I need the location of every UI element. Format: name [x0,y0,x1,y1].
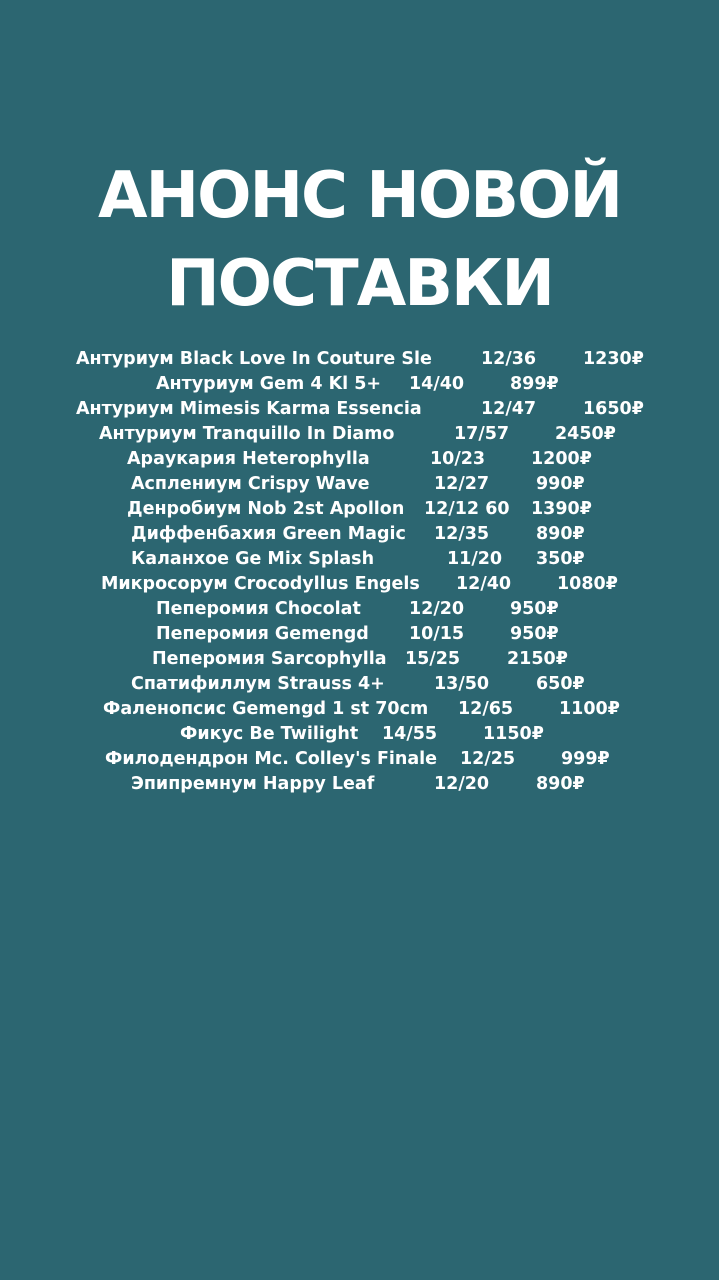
item-price: 950₽ [510,599,559,619]
item-price: 2450₽ [555,424,616,444]
item-name: Антуриум Gem 4 Kl 5+ [156,374,382,394]
item-name: Каланхое Ge Mix Splash [131,549,375,569]
list-item [0,772,719,797]
item-price: 999₽ [561,749,610,769]
list-item [0,472,719,497]
item-price: 890₽ [536,774,585,794]
item-name: Антуриум Mimesis Karma Essencia [76,399,422,419]
item-name: Антуриум Black Love In Couture Sle [76,349,432,369]
item-name: Антуриум Tranquillo In Diamo [99,424,395,444]
item-name: Пеперомия Chocolat [156,599,361,619]
item-size: 12/20 [434,774,490,794]
item-size: 12/47 [481,399,537,419]
item-name: Пеперомия Sarcophylla [152,649,387,669]
product-list [0,347,719,797]
item-size: 12/40 [456,574,512,594]
item-size: 10/15 [409,624,465,644]
list-item [0,647,719,672]
item-name: Диффенбахия Green Magic [131,524,406,544]
item-size: 12/35 [434,524,490,544]
list-item [0,547,719,572]
item-name: Пеперомия Gemengd [156,624,369,644]
item-price: 2150₽ [507,649,568,669]
list-item [0,497,719,522]
item-price: 1200₽ [531,449,592,469]
item-price: 1390₽ [531,499,592,519]
item-name: Спатифиллум Strauss 4+ [131,674,385,694]
list-item [0,372,719,397]
item-price: 650₽ [536,674,585,694]
item-name: Филодендрон Mc. Colley's Finale [105,749,438,769]
item-name: Араукария Heterophylla [127,449,370,469]
list-item [0,397,719,422]
list-item [0,722,719,747]
item-name: Эпипремнум Happy Leaf [131,774,375,794]
item-size: 17/57 [454,424,510,444]
page-title [0,152,719,328]
list-item [0,697,719,722]
list-item [0,622,719,647]
item-price: 1100₽ [559,699,620,719]
item-size: 12/36 [481,349,537,369]
list-item [0,747,719,772]
item-price: 1080₽ [557,574,618,594]
page-title-line-1: АНОНС НОВОЙ [97,159,622,233]
item-name: Асплениум Crispy Wave [131,474,370,494]
item-size: 12/20 [409,599,465,619]
list-item [0,572,719,597]
item-price: 350₽ [536,549,585,569]
item-size: 14/40 [409,374,465,394]
item-size: 14/55 [382,724,438,744]
item-size: 12/25 [460,749,516,769]
item-price: 990₽ [536,474,585,494]
item-size: 11/20 [447,549,503,569]
item-size: 12/27 [434,474,490,494]
page-title-line-2: ПОСТАВКИ [166,247,553,321]
item-size: 13/50 [434,674,490,694]
item-name: Микросорум Crocodyllus Engels [101,574,420,594]
item-price: 950₽ [510,624,559,644]
item-price: 1150₽ [483,724,544,744]
item-size: 15/25 [405,649,461,669]
list-item [0,672,719,697]
item-price: 1650₽ [583,399,644,419]
item-name: Денробиум Nob 2st Apollon [127,499,405,519]
list-item [0,347,719,372]
item-price: 890₽ [536,524,585,544]
list-item [0,447,719,472]
list-item [0,422,719,447]
item-name: Фаленопсис Gemengd 1 st 70cm [103,699,429,719]
item-size: 12/12 60 [424,499,510,519]
list-item [0,597,719,622]
list-item [0,522,719,547]
item-size: 10/23 [430,449,486,469]
item-price: 1230₽ [583,349,644,369]
item-name: Фикус Be Twilight [180,724,359,744]
item-size: 12/65 [458,699,514,719]
item-price: 899₽ [510,374,559,394]
